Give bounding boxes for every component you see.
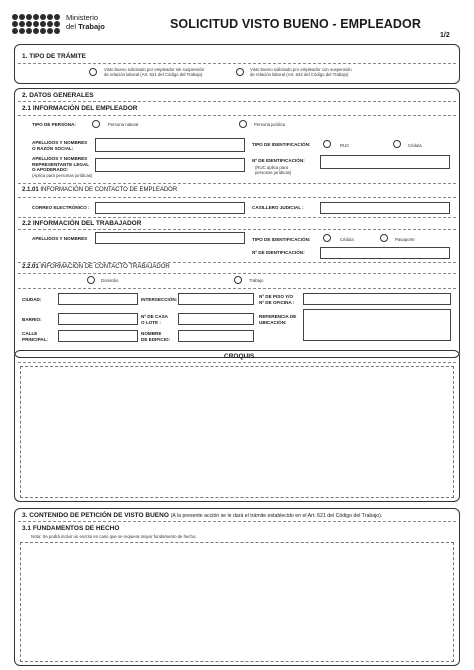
divider <box>18 197 456 198</box>
pasaporte-label: Pasaporte <box>395 237 415 242</box>
barrio-input[interactable] <box>58 313 138 325</box>
ministry-logo-icon <box>12 14 62 34</box>
representante-label: APELLIDOS Y NOMBRES REPRESENTANTE LEGAL O APODERADO: <box>32 156 90 172</box>
ruc-note: (RUC aplica para personas jurídicas) <box>255 165 292 175</box>
domicilio-label: Domicilio <box>101 278 119 283</box>
representante-input[interactable] <box>95 158 245 172</box>
radio-cedula-trabajador[interactable] <box>323 234 331 242</box>
casillero-input[interactable] <box>320 202 450 214</box>
opt-sin-suspension-label: Visto bueno solicitado por empleador sin suspensión de relación laboral (Art. 621 del Código del Trabajo) <box>104 67 205 77</box>
calle-input[interactable] <box>58 330 138 342</box>
section-3-1-title: 3.1 FUNDAMENTOS DE HECHO <box>22 525 120 532</box>
divider <box>18 362 456 363</box>
radio-domicilio[interactable] <box>87 276 95 284</box>
ciudad-input[interactable] <box>58 293 138 305</box>
radio-cedula[interactable] <box>393 140 401 148</box>
casa-label: Nº DE CASA O LOTE : <box>141 314 168 325</box>
ruc-label: RUC <box>340 143 350 148</box>
croquis-title: CROQUIS <box>224 353 255 360</box>
referencia-label: REFERENCIA DE UBICACIÓN: <box>259 314 297 325</box>
radio-con-suspension[interactable] <box>236 68 244 76</box>
divider <box>18 273 456 274</box>
barrio-label: BARRIO: <box>22 317 42 322</box>
razon-social-input[interactable] <box>95 138 245 152</box>
section-1-title: 1. TIPO DE TRÁMITE <box>22 53 86 60</box>
croquis-drawing-area[interactable] <box>20 366 454 498</box>
correo-label: CORREO ELECTRÓNICO : <box>32 205 90 210</box>
apellidos-trabajador-label: APELLIDOS Y NOMBRES <box>32 236 88 241</box>
section-2-title: 2. DATOS GENERALES <box>22 92 94 99</box>
apellidos-trabajador-input[interactable] <box>95 232 245 244</box>
radio-trabajo[interactable] <box>234 276 242 284</box>
radio-persona-natural[interactable] <box>92 120 100 128</box>
divider <box>18 217 456 218</box>
section-2-2-title: 2.2 INFORMACIÓN DEL TRABAJADOR <box>22 220 142 227</box>
num-id-label: Nº DE IDENTIFICACIÓN: <box>252 158 305 163</box>
apellidos-empleador-label: APELLIDOS Y NOMBRES O RAZÓN SOCIAL: <box>32 140 88 151</box>
ministry-name: Ministerio del Trabajo <box>66 13 105 31</box>
section-2-2-01-title: 2.2.01 INFORMACIÓN DE CONTACTO TRABAJADOR <box>22 264 170 270</box>
section-tipo-tramite <box>14 44 460 84</box>
cedula-label: Cédula <box>408 143 422 148</box>
correo-input[interactable] <box>95 202 245 214</box>
page-number: 1/2 <box>440 32 450 39</box>
radio-ruc[interactable] <box>323 140 331 148</box>
casillero-label: CASILLERO JUDICIAL : <box>252 205 304 210</box>
cedula-trabajador-label: Cédula <box>340 237 354 242</box>
tipo-id-trabajador-label: TIPO DE IDENTIFICACIÓN: <box>252 237 311 242</box>
persona-natural-label: Persona natural <box>108 122 139 127</box>
piso-input[interactable] <box>303 293 451 305</box>
divider <box>18 288 456 289</box>
divider <box>18 183 456 184</box>
representante-note: (Aplica para personas jurídicas) <box>32 173 93 178</box>
radio-sin-suspension[interactable] <box>89 68 97 76</box>
num-id-input[interactable] <box>320 155 450 169</box>
page-title: SOLICITUD VISTO BUENO - EMPLEADOR <box>170 17 421 31</box>
divider <box>18 101 456 102</box>
num-id-trabajador-input[interactable] <box>320 247 450 259</box>
divider <box>18 521 456 522</box>
num-id-trabajador-label: Nº DE IDENTIFICACIÓN: <box>252 250 305 255</box>
divider <box>18 262 456 263</box>
section-2-1-title: 2.1 INFORMACIÓN DEL EMPLEADOR <box>22 105 138 112</box>
piso-label: Nº DE PISO Y/O Nº DE OFICINA : <box>259 294 295 305</box>
referencia-input[interactable] <box>303 309 451 341</box>
persona-juridica-label: Persona jurídica <box>254 122 286 127</box>
divider <box>18 63 456 64</box>
radio-pasaporte[interactable] <box>380 234 388 242</box>
interseccion-label: INTERSECCIÓN: <box>141 297 178 302</box>
divider <box>18 115 456 116</box>
trabajo-label: Trabajo <box>249 278 264 283</box>
divider <box>18 229 456 230</box>
section-3-1-note: Nota: Se podrá incluir un escrito en caso que se requiera mayor fundamento de hecho. <box>31 534 197 539</box>
fundamentos-textarea[interactable] <box>20 542 454 662</box>
opt-con-suspension-label: Visto bueno solicitado por empleador con suspensión de relación laboral (Art. 622 del Código del Trabajo) <box>250 67 352 77</box>
section-2-1-01-title: 2.1.01 INFORMACIÓN DE CONTACTO DE EMPLEADOR <box>22 187 178 193</box>
ciudad-label: CIUDAD: <box>22 297 42 302</box>
edificio-label: NOMBRE DE EDIFICIO: <box>141 331 171 342</box>
tipo-id-label: TIPO DE IDENTIFICACIÓN: <box>252 142 311 147</box>
casa-input[interactable] <box>178 313 254 325</box>
section-3-title: 3. CONTENIDO DE PETICIÓN DE VISTO BUENO (A la presente acción se le dará el trámite establecido en el Art. 621 del Código del Trabajo). <box>22 512 383 519</box>
tipo-persona-label: TIPO DE PERSONA: <box>32 122 76 127</box>
interseccion-input[interactable] <box>178 293 254 305</box>
calle-label: CALLE PRINCIPAL: <box>22 331 48 342</box>
radio-persona-juridica[interactable] <box>239 120 247 128</box>
edificio-input[interactable] <box>178 330 254 342</box>
